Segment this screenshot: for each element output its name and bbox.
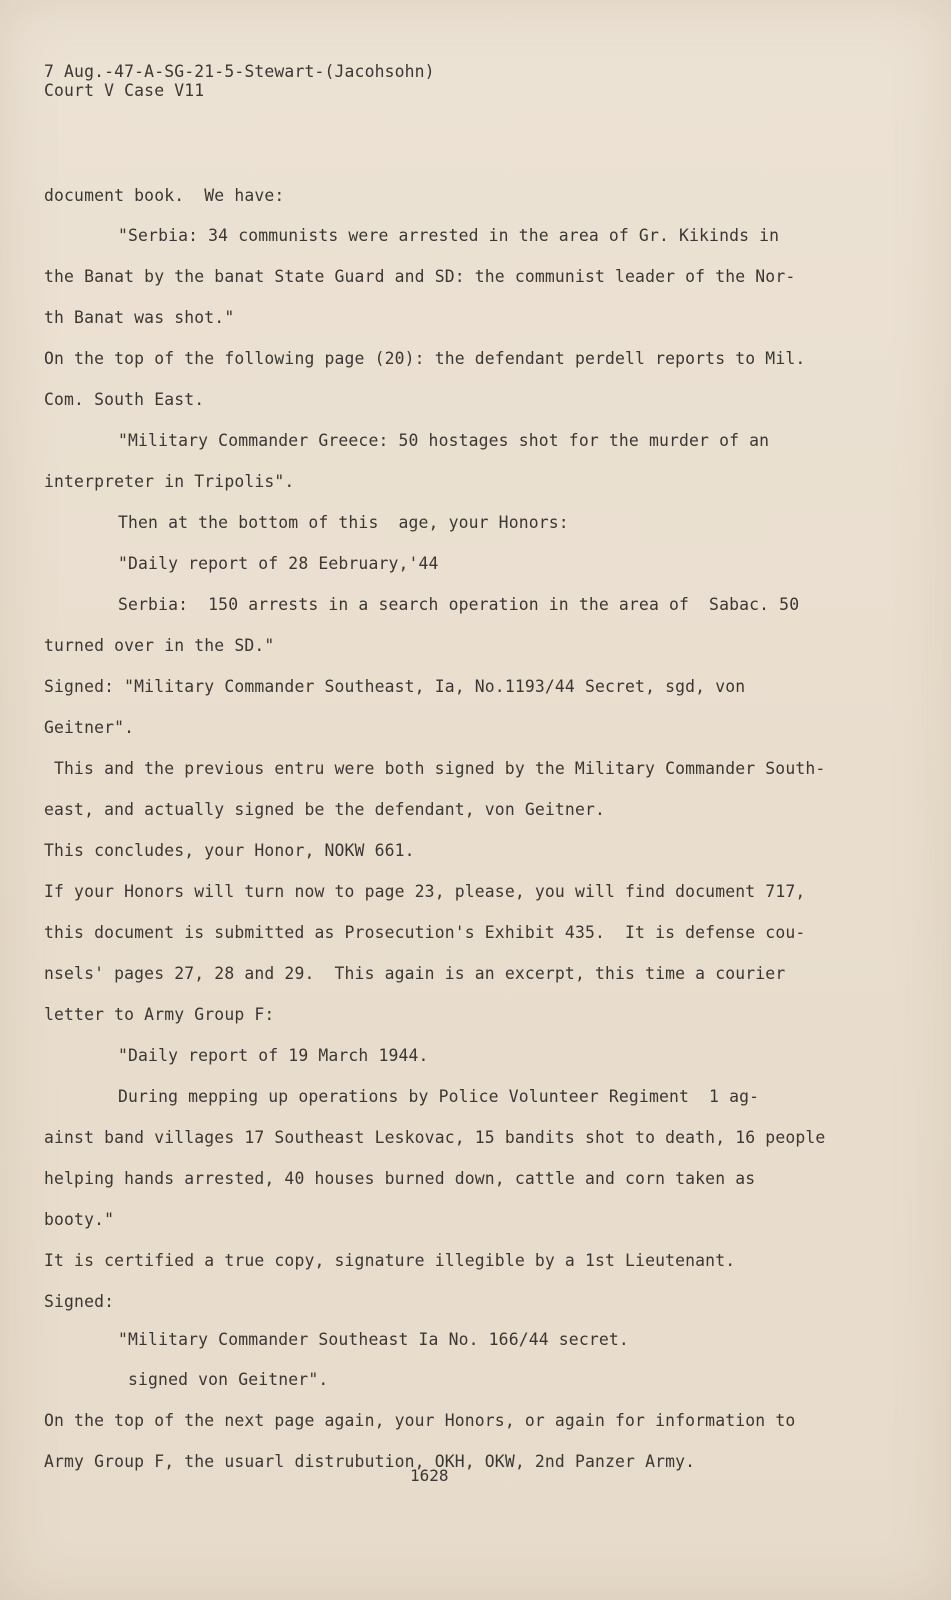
body-line: "Daily report of 19 March 1944.	[118, 1046, 429, 1065]
body-line: this document is submitted as Prosecution's Exhibit 435. It is defense cou-	[44, 923, 806, 942]
body-line: Com. South East.	[44, 390, 205, 409]
body-line: Geitner".	[44, 718, 135, 737]
body-line: During mepping up operations by Police Volunteer Regiment 1 ag-	[118, 1087, 760, 1106]
body-line: This concludes, your Honor, NOKW 661.	[44, 841, 415, 860]
body-line: If your Honors will turn now to page 23, please, you will find document 717,	[44, 882, 806, 901]
body-line: document book. We have:	[44, 186, 285, 205]
body-line: the Banat by the banat State Guard and SD: the communist leader of the Nor-	[44, 267, 796, 286]
body-line: Signed: "Military Commander Southeast, Ia, No.1193/44 Secret, sgd, von	[44, 677, 746, 696]
body-line: "Daily report of 28 Eebruary,'44	[118, 554, 439, 573]
body-line: th Banat was shot."	[44, 308, 235, 327]
body-line: signed von Geitner".	[128, 1370, 329, 1389]
body-line: nsels' pages 27, 28 and 29. This again is an excerpt, this time a courier	[44, 964, 786, 983]
body-line: "Serbia: 34 communists were arrested in the area of Gr. Kikinds in	[118, 226, 780, 245]
court-case-line: Court V Case V11	[44, 81, 205, 100]
body-line: On the top of the next page again, your Honors, or again for information to	[44, 1411, 796, 1430]
body-line: Army Group F, the usuarl distrubution, OKH, OKW, 2nd Panzer Army.	[44, 1452, 696, 1471]
page-number: 1628	[410, 1466, 449, 1485]
body-line: helping hands arrested, 40 houses burned down, cattle and corn taken as	[44, 1169, 756, 1188]
body-line: turned over in the SD."	[44, 636, 275, 655]
body-line: On the top of the following page (20): the defendant perdell reports to Mil.	[44, 349, 806, 368]
case-reference: 7 Aug.-47-A-SG-21-5-Stewart-(Jacohsohn)	[44, 62, 435, 81]
body-line: Signed:	[44, 1292, 115, 1311]
body-line: east, and actually signed be the defendant, von Geitner.	[44, 800, 606, 819]
body-line: Serbia: 150 arrests in a search operation in the area of Sabac. 50	[118, 595, 800, 614]
body-line: It is certified a true copy, signature illegible by a 1st Lieutenant.	[44, 1251, 736, 1270]
body-line: interpreter in Tripolis".	[44, 472, 295, 491]
body-line: This and the previous entru were both signed by the Military Commander South-	[54, 759, 826, 778]
body-line: booty."	[44, 1210, 115, 1229]
body-line: "Military Commander Greece: 50 hostages shot for the murder of an	[118, 431, 770, 450]
body-line: Then at the bottom of this age, your Honors:	[118, 513, 569, 532]
body-line: ainst band villages 17 Southeast Leskovac, 15 bandits shot to death, 16 people	[44, 1128, 826, 1147]
body-line: letter to Army Group F:	[44, 1005, 275, 1024]
body-line: "Military Commander Southeast Ia No. 166/44 secret.	[118, 1330, 629, 1349]
